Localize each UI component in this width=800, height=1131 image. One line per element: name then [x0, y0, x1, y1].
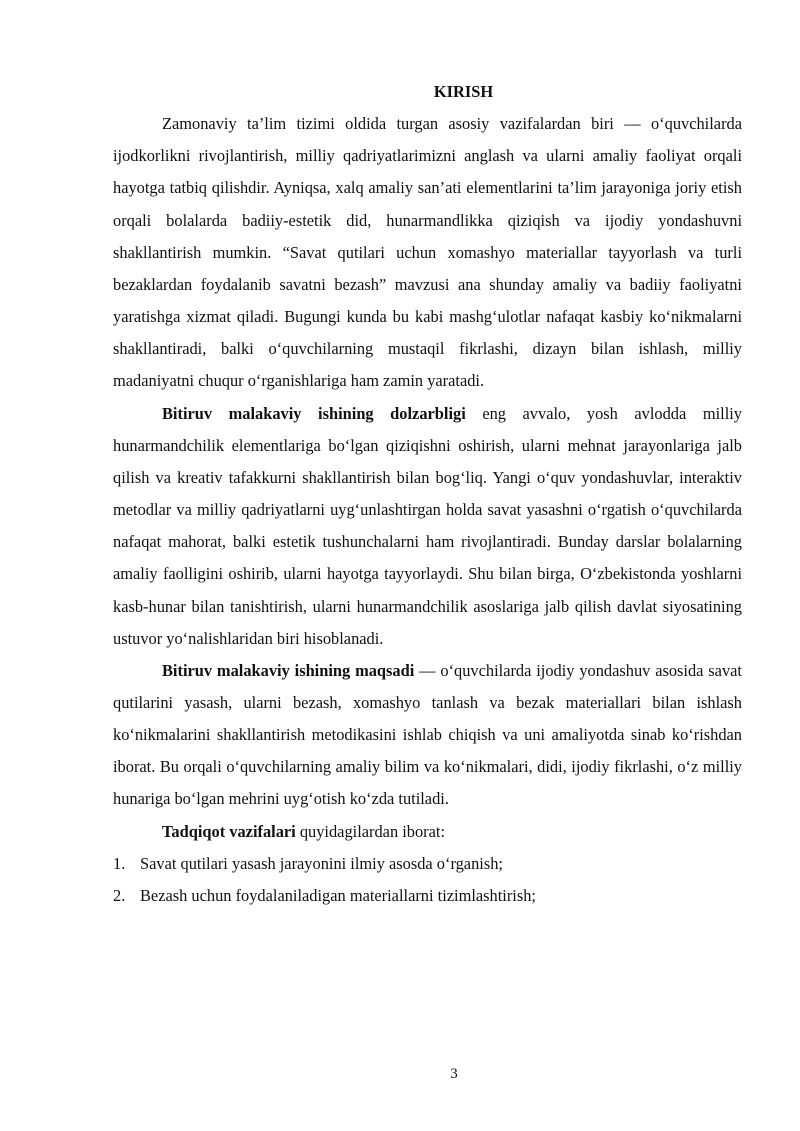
list-item-number: 1.: [113, 853, 126, 873]
page-number: 3: [450, 1066, 458, 1082]
page-content: [113, 76, 742, 912]
paragraph-lead: Bitiruv malakaviy ishining maqsadi: [162, 660, 415, 680]
paragraph-text: quyidagilardan iborat:: [295, 821, 446, 841]
list-item-text: Bezash uchun foydalaniladigan materiallarni tizimlashtirish;: [140, 885, 536, 905]
paragraph-lead: Bitiruv malakaviy ishining dolzarbligi: [162, 403, 466, 423]
tasks-paragraph: [113, 816, 742, 848]
paragraph-text: — o‘quvchilarda ijodiy yondashuv asosida savat qutilarini yasash, ularni bezash, xomashyo tanlash va bezak materiallari bilan ishlash ko‘nikmalarini shakllantirish metodikasini ishlab chiqish va uni amaliyotda sinab ko‘rishdan iborat. Bu orqali o‘quvchilarning amaliy bilim va ko‘nikmalari, didi, ijodiy fikrlashi, o‘z milliy hunariga bo‘lgan mehrini uyg‘otish ko‘zda tutiladi.: [113, 660, 742, 809]
list-item: [113, 848, 742, 880]
list-item-number: 2.: [113, 885, 126, 905]
list-item: [113, 880, 742, 912]
paragraph-text: eng avvalo, yosh avlodda milliy hunarmandchilik elementlariga bo‘lgan qiziqishni oshirish, ularni mehnat jarayonlariga jalb qilish va kreativ tafakkurni shakllantirish bilan bog‘liq. Yangi o‘quv yondashuvlar, interaktiv metodlar va milliy qadriyatlarni uyg‘unlashtirgan holda savat yasashni o‘rgatish o‘quvchilarda nafaqat mahorat, balki estetik tushunchalarni ham rivojlantiradi. Bunday darslar bolalarning amaliy faolligini oshirib, ularni hayotga tayyorlaydi. Shu bilan birga, O‘zbekistonda yoshlarni kasb-hunar bilan tanishtirish, ularni hunarmandchilik asoslariga jalb qilish davlat siyosatining ustuvor yo‘nalishlaridan biri hisoblanadi.: [113, 403, 742, 648]
list-item-text: Savat qutilari yasash jarayonini ilmiy asosda o‘rganish;: [140, 853, 503, 873]
paragraph-text: Zamonaviy ta’lim tizimi oldida turgan asosiy vazifalardan biri — o‘quvchilarda ijodkorlikni rivojlantirish, milliy qadriyatlarimizni anglash va ularni amaliy faoliyat orqali hayotga tatbiq qilishdir. Ayniqsa, xalq amaliy san’ati elementlarini ta’lim jarayoniga joriy etish orqali bolalarda badiiy-estetik did, hunarmandlikka qiziqish va ijodiy yondashuvni shakllantirish mumkin. “Savat qutilari uchun xomashyo materiallar tayyorlash va turli bezaklardan foydalanib savatni bezash” mavzusi ana shunday amaliy va badiiy faoliyatni yaratishga xizmat qiladi. Bugungi kunda bu kabi mashg‘ulotlar nafaqat kasbiy ko‘nikmalarni shakllantiradi, balki o‘quvchilarning mustaqil fikrlashi, dizayn bilan ishlash, milliy madaniyatni chuqur o‘rganishlariga ham zamin yaratadi.: [113, 114, 742, 391]
goal-paragraph: [113, 655, 742, 816]
section-heading: KIRISH: [433, 82, 494, 101]
paragraph-lead: Tadqiqot vazifalari: [162, 821, 296, 841]
relevance-paragraph: [113, 398, 742, 655]
intro-paragraph: [113, 108, 742, 397]
